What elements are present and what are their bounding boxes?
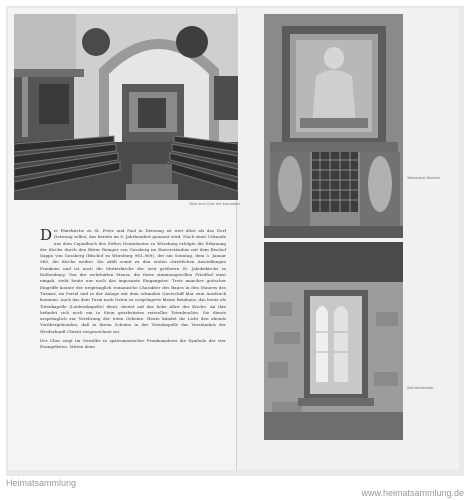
paragraph-2: Der Chor zeigt im Gewölbe in spätromanischer Frankomalerei die Symbole der vier Evangelisten. Mitten denn (40, 338, 226, 350)
sacristy-window-photo (264, 242, 403, 440)
watermark-right: www.heimatsammlung.de (361, 488, 464, 498)
window-photo-caption: Sakristeifenster (407, 386, 434, 390)
paragraph-1 (40, 228, 226, 335)
paragraph-1-text: ie Pfarrkirche zu St. Peter und Paul in Detwang ist weit älter als das Dorf Detwang selbst, das bereits im 8. Jahrhundert genannt wird. Nach einer Urkunde aus dem Copialbuch des Stiftes Neumünster zu Würzburg erfolgte die Erbauung der Kirche durch den Ritter Reinger von Gossberg im Einverständnis mit dem Bischof Suppo von Gossberg (Bischof zu Würzburg 961–969), der am Sonntag, dem 5. Januar 968, die Kirche weihte. Sie zählt somit zu den ersten christlichen Ansiedlungen Frankens und ist auch die Mutterkirche der weit größeren St. Jakobskirche in Rothenburg. Von der wehrhaften Mauer, die ihren stimmungsvollen Friedhof einst umgab, steht heute nur noch das imposante Eingangstor. Trotz mancher gotischer Eingriffe konnte der ursprünglich romanische Charakter des Baues in den Mauern des Turmes, im Portal und in der Anlage mit dem schmalen Querschiff klar zum Ausdruck kommen. Auch das dem Turm nach Osten zu vorgelagerte kleine Beinhaus, das heute als Totenkapelle (Leidenskapelle) dient, deutet auf das hohe Alter der Kirche. An ihm befindet sich noch ein in Stein gearbeitetes reizvolles Totenleuchte. Sie diente ursprünglich zur Verehrung der toten Gebeine. Heute kündet ihr Licht den abends Vorübergehenden, daß in ihrem Scheine in der Totenkapelle das Verständnis der Wiederkunft Christi vorgezeichnet sei. (40, 228, 226, 334)
church-interior-photo (14, 14, 238, 200)
drop-cap: D (40, 226, 53, 244)
church-photo-caption: Blick zum Chor mit Kreuzaltar (189, 202, 240, 206)
tabernacle-relief-photo (264, 14, 403, 238)
relief-photo-caption: Tabernakel-Nischen (407, 176, 440, 180)
watermark-left: Heimatsammlung (6, 478, 77, 488)
article-body (40, 228, 226, 354)
